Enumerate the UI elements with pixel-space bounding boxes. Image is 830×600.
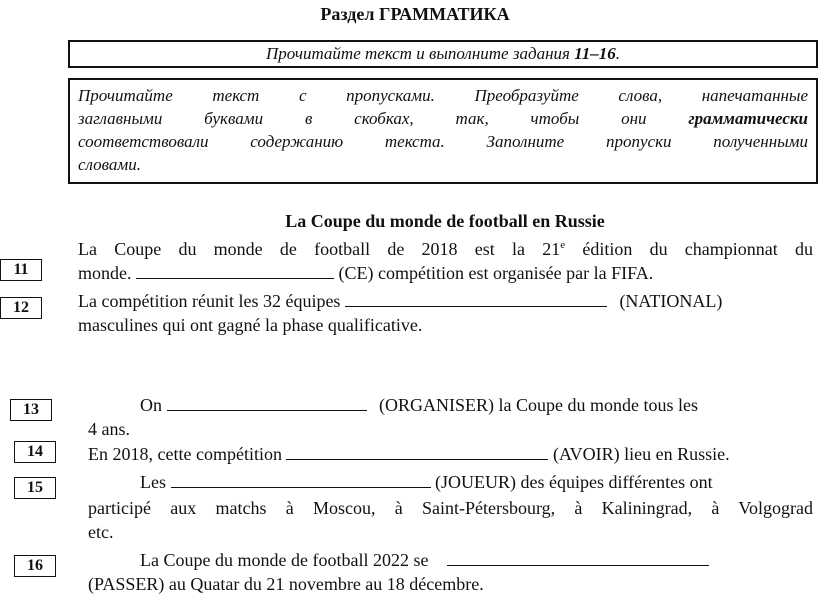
task-number-12: 12 [0,297,42,319]
text-line-5 [88,394,813,416]
text-line-2-b: (CE) compétition est organisée par la FIFA. [334,263,654,283]
answer-blank-12[interactable] [345,291,607,307]
text-line-8-a: Les [140,472,171,492]
text-line-2-a: monde. [78,263,136,283]
task-number-15: 15 [14,477,56,499]
answer-blank-11[interactable] [136,263,334,279]
task-number-14: 14 [14,441,56,463]
answer-blank-14[interactable] [286,444,548,460]
text-line-1-a: La Coupe du monde de football de 2018 est la 21 [78,239,561,259]
text-line-4: masculines qui ont gagné la phase qualificative. [78,315,423,335]
text-line-11 [88,549,823,571]
text-line-1 [78,238,813,260]
text-line-7-b: (AVOIR) lieu en Russie. [548,444,730,464]
text-line-1-b: édition du championnat du [565,239,814,259]
task-number-13: 13 [10,399,52,421]
text-line-11-a: La Coupe du monde de football 2022 se [140,550,433,570]
text-line-2 [78,262,813,284]
text-line-6: 4 ans. [88,419,130,439]
text-line-12: (PASSER) au Quatar du 21 novembre au 18 décembre. [88,574,484,594]
task-number-16: 16 [14,555,56,577]
text-line-8 [88,471,813,493]
text-line-5-a: On [140,395,167,415]
answer-blank-15[interactable] [171,472,431,488]
task-line-2 [78,107,808,130]
instruction-box [68,40,818,68]
instruction-prefix: Прочитайте текст и выполните задания [266,44,575,63]
answer-blank-16[interactable] [447,550,709,566]
text-title: La Coupe du monde de football en Russie [285,211,605,231]
task-line-1: Прочитайте текст с пропусками. Преобразуйте слова, напечатанные [78,86,808,105]
task-line-3: соответствовали содержанию текста. Заполните пропуски полученными [78,132,808,151]
text-line-3-b: (NATIONAL) [614,291,723,311]
section-title: Раздел ГРАММАТИКА [320,4,510,24]
text-line-3-a: La compétition réunit les 32 équipes [78,291,345,311]
text-line-5-b: (ORGANISER) la Coupe du monde tous les [374,395,698,415]
text-line-3 [78,290,813,312]
text-line-8-b: (JOUEUR) des équipes différentes ont [430,472,713,492]
text-line-9: participé aux matchs à Moscou, à Saint-Pétersbourg, à Kaliningrad, à Volgograd [88,498,813,518]
task-instructions-box [68,78,818,184]
task-line-2-text: заглавными буквами в скобках, так, чтобы они [78,109,689,128]
answer-blank-13[interactable] [167,395,367,411]
task-line-2-bold: грамматически [688,109,808,128]
instruction-suffix: . [615,44,620,63]
task-number-11: 11 [0,259,42,281]
text-line-10: etc. [88,522,114,542]
instruction-range: 11–16 [574,44,616,63]
ordinal-sup: e [560,239,566,251]
text-line-7 [88,443,823,465]
task-line-4: словами. [78,155,142,174]
text-line-7-a: En 2018, cette compétition [88,444,287,464]
